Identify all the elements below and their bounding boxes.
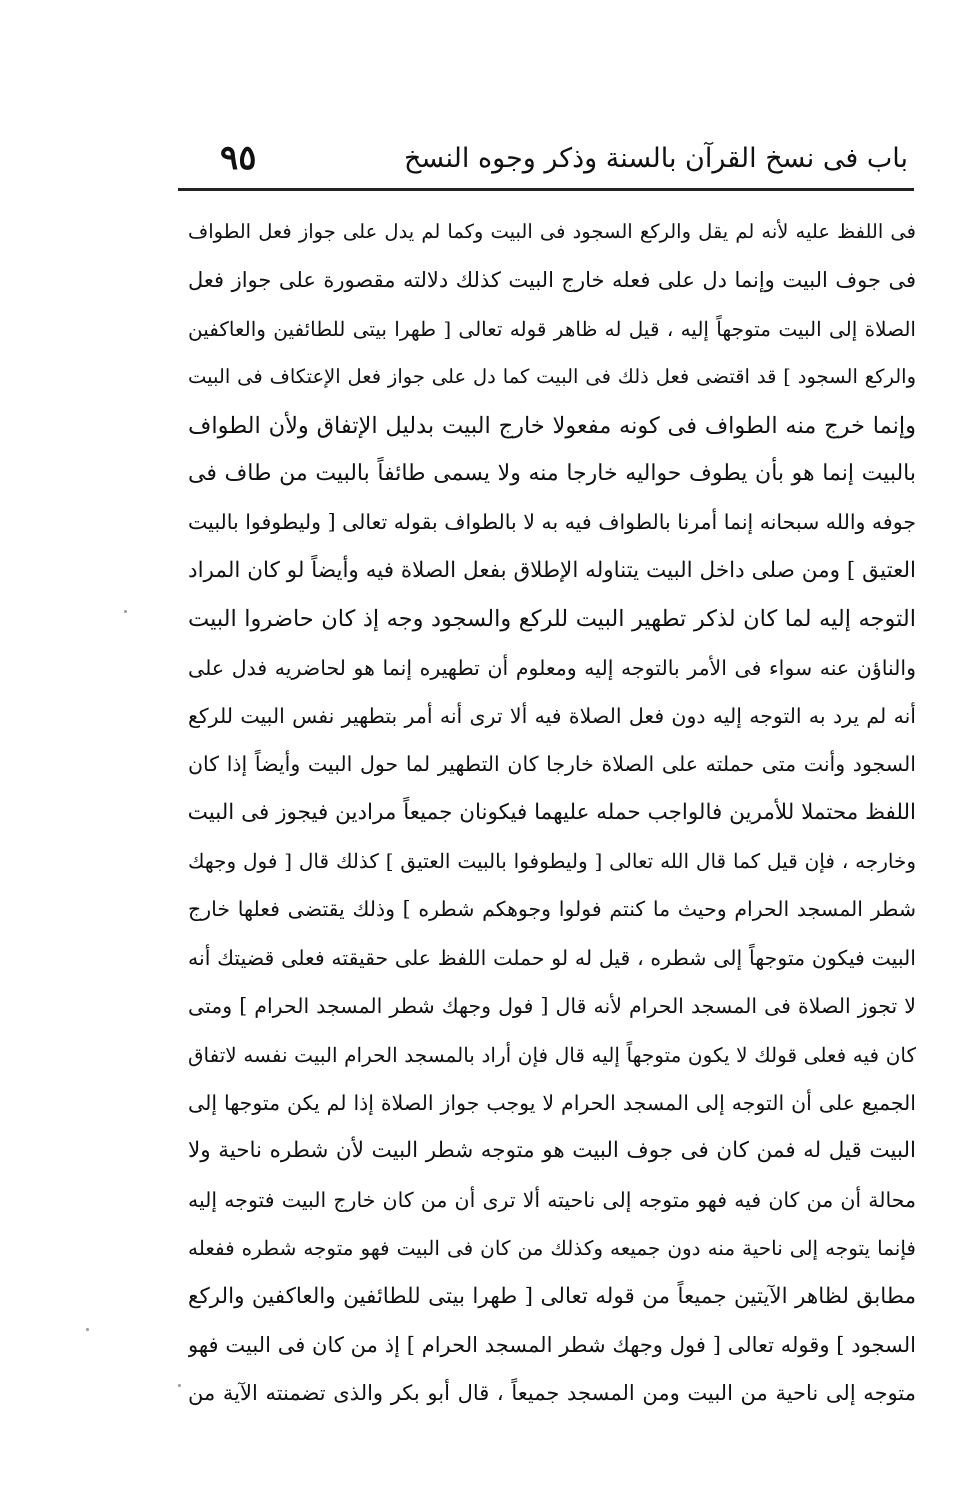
text-line: البيت قيل له فمن كان فى جوف البيت هو متوجه شطر البيت لأن شطره ناحية ولا xyxy=(188,1138,916,1164)
text-line: الصلاة إلى البيت متوجهاً إليه ، قيل له ظاهر قوله تعالى [ طهرا بيتى للطائفين والعاكفين xyxy=(188,316,916,341)
text-line: فى اللفظ عليه لأنه لم يقل والركع السجود فى البيت وكما لم يدل على جواز فعل الطواف xyxy=(188,220,916,243)
text-line: البيت فيكون متوجهاً إلى شطره ، قيل له لو حملت اللفظ على حقيقته فعلى قضيتك أنه xyxy=(188,945,916,970)
running-title: باب فى نسخ القرآن بالسنة وذكر وجوه النسخ xyxy=(404,143,908,174)
text-line: بالبيت إنما هو بأن يطوف حواليه خارجا منه ولا يسمى طائفاً بالبيت من طاف فى xyxy=(188,460,916,486)
text-line: مطابق لظاهر الآيتين جميعاً من قوله تعالى [ طهرا بيتى للطائفين والعاكفين والركع xyxy=(188,1283,916,1309)
text-line: فإنما يتوجه إلى ناحية منه دون جميعه وكذلك من كان فى البيت فهو متوجه شطره ففعله xyxy=(188,1236,916,1261)
text-line: السجود وأنت متى حملته على الصلاة خارجا كان التطهير لما حول البيت وأيضاً إذا كان xyxy=(188,752,916,777)
text-line: متوجه إلى ناحية من البيت ومن المسجد جميعاً ، قال أبو بكر والذى تضمنته الآية من xyxy=(188,1381,916,1406)
text-line: السجود ] وقوله تعالى [ فول وجهك شطر المسجد الحرام ] إذ من كان فى البيت فهو xyxy=(188,1332,916,1357)
text-line: التوجه إليه لما كان لذكر تطهير البيت للركع والسجود وجه إذ كان حاضروا البيت xyxy=(188,606,916,633)
text-line: شطر المسجد الحرام وحيث ما كنتم فولوا وجوهكم شطره ] وذلك يقتضى فعلها خارج xyxy=(188,897,916,922)
text-line: الجميع على أن التوجه إلى المسجد الحرام لا يوجب جواز الصلاة إذا لم يكن متوجها إلى xyxy=(188,1091,916,1116)
text-line: والركع السجود ] قد اقتضى فعل ذلك فى البيت كما دل على جواز فعل الإعتكاف فى البيت xyxy=(188,365,916,389)
text-line: جوفه والله سبحانه إنما أمرنا بالطواف فيه به لا بالطواف بقوله تعالى [ وليطوفوا بالبيت xyxy=(188,510,916,535)
text-line: اللفظ محتملا للأمرين فالواجب حمله عليهما فيكونان جميعاً مرادين فيجوز فى البيت xyxy=(188,799,916,825)
scan-speck xyxy=(178,1384,181,1387)
header-divider xyxy=(178,188,914,191)
text-line: العتيق ] ومن صلى داخل البيت يتناوله الإطلاق بفعل الصلاة فيه وأيضاً لو كان المراد xyxy=(188,557,916,583)
text-line: والناؤن عنه سواء فى الأمر بالتوجه إليه ومعلوم أن تطهيره إنما هو لحاضريه فدل على xyxy=(188,655,916,680)
text-line: وخارجه ، فإن قيل كما قال الله تعالى [ وليطوفوا بالبيت العتيق ] كذلك قال [ فول وجهك xyxy=(188,849,916,874)
scan-speck xyxy=(86,1328,89,1331)
body-text xyxy=(188,208,916,1418)
text-line: أنه لم يرد به التوجه إليه دون فعل الصلاة فيه ألا ترى أنه أمر بتطهير نفس البيت للركع xyxy=(188,703,916,728)
text-line: وإنما خرج منه الطواف فى كونه مفعولا خارج البيت بدليل الإتفاق ولأن الطواف xyxy=(188,412,916,439)
text-line: فى جوف البيت وإنما دل على فعله خارج البيت كذلك دلالته مقصورة على جواز فعل xyxy=(188,268,916,293)
page-header xyxy=(178,132,914,188)
page-number: ٩٥ xyxy=(220,138,257,178)
text-line: كان فيه فعلى قولك لا يكون متوجهاً إليه قال فإن أراد بالمسجد الحرام البيت نفسه لاتفاق xyxy=(188,1042,916,1067)
scan-speck xyxy=(124,610,127,613)
text-line: لا تجوز الصلاة فى المسجد الحرام لأنه قال [ فول وجهك شطر المسجد الحرام ] ومتى xyxy=(188,994,916,1019)
text-line: محالة أن من كان فيه فهو متوجه إلى ناحيته ألا ترى أن من كان خارج البيت فتوجه إليه xyxy=(188,1187,916,1212)
